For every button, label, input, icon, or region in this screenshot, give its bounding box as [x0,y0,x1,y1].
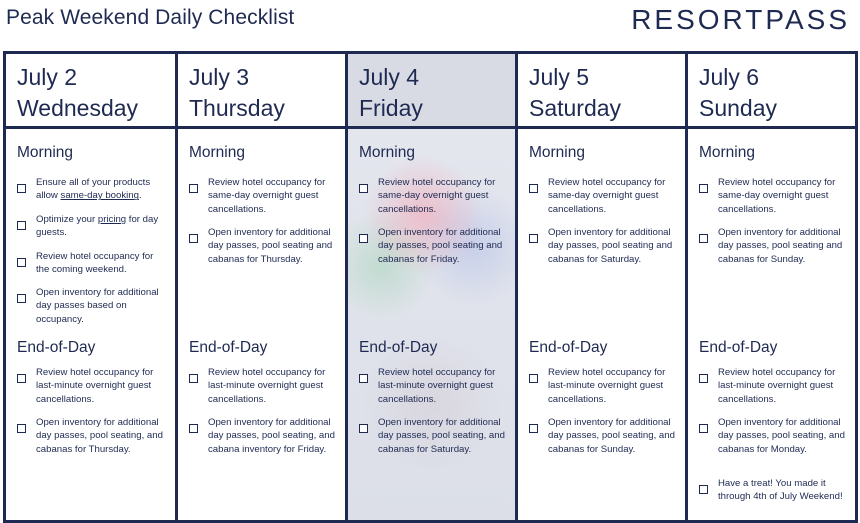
day-column-july-2 [6,54,175,520]
task-text: Have a treat! You made it through 4th of July Weekend! [717,478,843,503]
task-text: Review hotel occupancy for last-minute overnight guest cancellations. [36,367,154,405]
task-text: Review hotel occupancy for last-minute overnight guest cancellations. [207,367,326,405]
same-day-booking-link[interactable]: same-day booking [60,190,139,202]
task-text: Open inventory for additional day passes, pool seating, and cabana inventory for Friday. [207,417,335,455]
task-text: Open inventory for additional day passes, pool seating and cabanas for Sunday. [717,227,843,265]
day-body [178,129,345,520]
task-checkbox[interactable] [17,258,26,267]
page-title: Peak Weekend Daily Checklist [6,6,295,29]
checklist-item [699,176,849,216]
checklist-item [529,176,679,216]
morning-heading: Morning [698,144,755,161]
checklist-item [529,416,679,456]
day-date: July 5 [528,64,590,90]
day-column-july-4 [345,54,515,520]
checklist-item [17,213,167,240]
checklist-item [17,250,167,277]
task-text: Open inventory for additional day passes based on occupancy. [36,287,159,325]
day-header [178,54,345,129]
end-of-day-heading: End-of-Day [17,339,96,356]
day-weekday: Friday [358,95,423,121]
task-checkbox[interactable] [529,184,538,193]
day-header [348,54,515,129]
checklist-item [189,416,339,456]
checklist-item [359,366,509,406]
day-weekday: Wednesday [17,95,139,121]
checklist-item [17,366,167,406]
fireworks-background [348,129,515,520]
end-of-day-heading: End-of-Day [358,339,438,356]
task-checkbox[interactable] [529,424,538,433]
checklist-grid [3,51,858,523]
checklist-item [699,477,849,504]
task-checkbox[interactable] [17,184,26,193]
task-text: Review hotel occupancy for same-day overnight guest cancellations. [547,177,666,215]
checklist-item [529,226,679,266]
resortpass-logo: RESORTPASS [631,4,850,35]
task-text: Open inventory for additional day passes, pool seating, and cabanas for Monday. [717,417,845,455]
checklist-item [529,366,679,406]
morning-heading: Morning [528,144,585,161]
checklist-item [189,176,339,216]
task-checkbox[interactable] [699,485,708,494]
pricing-link[interactable]: pricing [97,214,127,225]
checklist-item [699,366,849,406]
task-text: Review hotel occupancy for last-minute overnight guest cancellations. [717,367,836,405]
day-header [518,54,685,129]
checklist-item [359,416,509,456]
morning-heading: Morning [358,144,415,161]
task-checkbox[interactable] [529,234,538,243]
end-of-day-heading: End-of-Day [188,339,268,356]
checklist-item [17,176,167,203]
day-date: July 2 [17,64,78,90]
task-checkbox[interactable] [359,374,368,383]
task-text: Optimize your pricing for day guests. [36,214,159,239]
day-date: July 3 [188,64,250,90]
task-checkbox[interactable] [189,374,198,383]
end-of-day-heading: End-of-Day [698,339,778,356]
task-text: Open inventory for additional day passes, pool seating, and cabanas for Saturday. [377,417,505,455]
task-text: Ensure all of your products allow same-day booking. [36,177,151,202]
task-checkbox[interactable] [359,184,368,193]
day-body [688,129,855,520]
checklist-item [359,176,509,216]
task-checkbox[interactable] [699,424,708,433]
checklist-item [359,226,509,266]
checklist-item [17,286,167,326]
morning-heading: Morning [17,144,73,161]
task-checkbox[interactable] [699,184,708,193]
task-checkbox[interactable] [17,221,26,230]
task-text: Review hotel occupancy for last-minute overnight guest cancellations. [377,367,496,405]
day-column-july-3 [175,54,345,520]
task-text: Open inventory for additional day passes, pool seating and cabanas for Friday. [377,227,503,265]
day-header [688,54,855,129]
day-weekday: Sunday [698,95,777,121]
checklist-item [189,226,339,266]
checklist-item [699,416,849,456]
task-checkbox[interactable] [529,374,538,383]
task-text: Open inventory for additional day passes, pool seating, and cabanas for Thursday. [36,417,163,455]
day-date: July 4 [358,64,420,90]
day-header [6,54,175,129]
day-column-july-6 [685,54,855,520]
day-body [518,129,685,520]
task-checkbox[interactable] [189,424,198,433]
checklist-item [17,416,167,456]
task-checkbox[interactable] [699,374,708,383]
day-body [6,129,175,520]
checklist-item [189,366,339,406]
task-text: Open inventory for additional day passes, pool seating and cabanas for Saturday. [547,227,673,265]
checklist-item [699,226,849,266]
day-weekday: Saturday [528,95,622,121]
task-text: Open inventory for additional day passes, pool seating and cabanas for Thursday. [207,227,333,265]
task-checkbox[interactable] [189,184,198,193]
task-text: Review hotel occupancy for same-day overnight guest cancellations. [377,177,496,215]
task-checkbox[interactable] [359,424,368,433]
task-checkbox[interactable] [359,234,368,243]
task-checkbox[interactable] [17,424,26,433]
task-text: Open inventory for additional day passes, pool seating, and cabanas for Sunday. [547,417,675,455]
task-text: Review hotel occupancy for the coming weekend. [36,251,154,276]
day-weekday: Thursday [188,95,285,121]
end-of-day-heading: End-of-Day [528,339,608,356]
task-text: Review hotel occupancy for last-minute overnight guest cancellations. [547,367,666,405]
task-text: Review hotel occupancy for same-day overnight guest cancellations. [717,177,836,215]
morning-heading: Morning [188,144,245,161]
task-checkbox[interactable] [189,234,198,243]
task-checkbox[interactable] [17,374,26,383]
task-checkbox[interactable] [699,234,708,243]
task-checkbox[interactable] [17,294,26,303]
day-column-july-5 [515,54,685,520]
task-text: Review hotel occupancy for same-day overnight guest cancellations. [207,177,326,215]
day-date: July 6 [698,64,760,90]
